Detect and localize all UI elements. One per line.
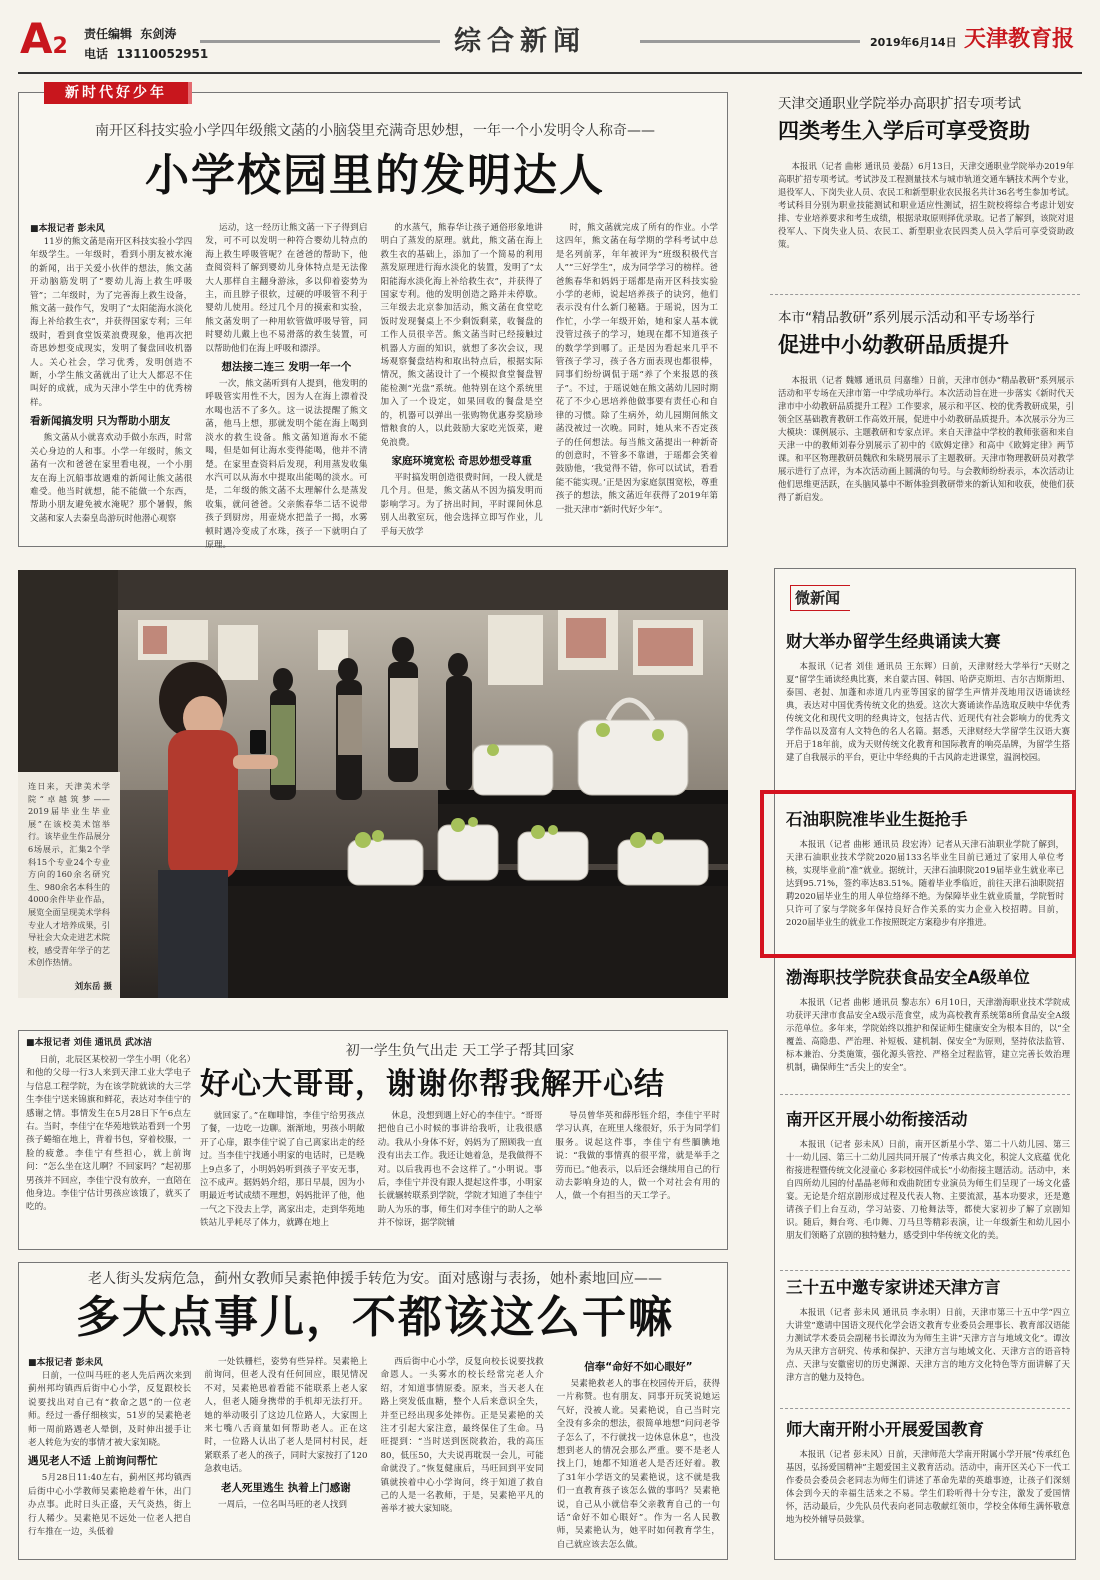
right-mid-kicker: 本市“精品教研”系列展示活动和平专场举行 <box>778 310 1035 326</box>
micro-news-title: 师大南开附小开展爱国教育 <box>786 1420 984 1439</box>
micro-news-body <box>786 996 1070 1084</box>
micro-news-body <box>786 1138 1070 1264</box>
paragraph: 就回家了。”在咖啡馆，李佳宁给男孩点了餐，一边吃一边聊。渐渐地，男孩小明敞开了心扉，跟李佳宁说了自己离家出走的经过。当李佳宁找通小明家的电话时，已是晚上9点多了，小明妈妈听到孩子平安无事，泣不成声。据妈妈介绍，那日早晨，因为小明最近考试成绩不理想，妈妈批评了他，他一气之下没去上学，离家出走，走到华苑地铁站儿乎耗尽了体力，就蹲在地上 <box>200 1111 365 1229</box>
paragraph: 5月28日11:40左右，蓟州区邦均镇西后街中心小学教师吴素艳趁着午休，出门办点事。此时日头正盛，天气炎热，街上行人稀少。吴素艳见不远处一位老人把自行车推在一边，头低着 <box>28 1473 192 1538</box>
lead-story-title: 小学校园里的发明达人 <box>145 150 605 201</box>
column-kicker: 新时代好少年 <box>44 82 188 104</box>
issue-date: 2019年6月14日 <box>870 36 957 49</box>
micro-news-body <box>786 1306 1070 1402</box>
paragraph: 一次，熊文菡听到有人提到，他发明的呼吸管实用性不大，因为人在海上漂着没水喝也活不了多久。这一说法提醒了熊文菡，他马上想，那就发明个能在海上喝到淡水的救生设备。熊文菡知道海水不能喝，但是如何让海水变得能喝，他并不清楚。在家里查资料后发现，利用蒸发收集水汽可以从海水中提取出能喝的淡水。可是，二年级的熊文菡不太理解什么是蒸发收集，就问爸爸。父亲熊春华二话不说带孩子到厨房，用壶烧水把盖子一揭，水雾顿时遇冷变成了水珠，孩子一下就明白了原理。 <box>205 379 368 550</box>
byline: ■本报记者 彭未风 <box>28 1358 103 1368</box>
story3-title: 多大点事儿，不都该这么干嘛 <box>76 1292 674 1343</box>
paragraph: 熊文菡从小就喜欢动手做小东西，时常关心身边的人和事。小学一年级时，熊文菡有一次和爸爸在家里看电视，一个小朋友在海上沉船事故遇难的新闻让熊文菡很难受。他当时就想，能不能做一个东西，帮助小朋友避免被水淹呢？那个暑假，熊文菡和家人去秦皇岛游玩时他潜心观察 <box>30 433 193 524</box>
paragraph: 的水蒸气，熊春华让孩子通俗形象地讲明白了蒸发的原理。就此，熊文菡在海上救生衣的基础上，添加了一个简易的利用蒸发原理进行海水淡化的装置，发明了“太阳能海水淡化海上补给救生衣”，并获得了国家专利。他的发明创造之路并未停歇。三年级去北京参加活动，熊文菡在食堂吃饭时发现餐桌上不少剩饭剩菜，收餐盘的工作人员很辛苦。熊文菡当时已经接触过机器人方面的知识，就想了多次会议，现场观察餐盘结构和取出特点后，根据实际情况，熊文菡设计了一个模拟食堂餐盘智能检测“光盘”系统。他特别在这个系统里加入了一个设定，如果回收的餐盘是空的，机器可以弹出一张购物优惠券奖励珍惜粮食的人，以此鼓励大家吃光饭菜，避免浪费。 <box>380 223 543 448</box>
subheading: 想法接二连三 发明一年一个 <box>221 361 352 374</box>
paragraph: 一周后，一位名叫马旺的老人找到 <box>218 1499 347 1510</box>
story3-body <box>28 1356 720 1556</box>
paragraph: 导员曾华英和薛彤钰介绍，李佳宁平时学习认真，在班里人缘很好，乐于为同学们服务。说起这件事，李佳宁有些腼腆地说：“我做的事情真的很平常，就是举手之劳而已。”他表示，以后还会继续用自己的行动去影响身边的人，做一个对社会有用的人，做一个有担当的天工学子。 <box>555 1111 721 1202</box>
header-bottom-rule <box>18 72 1082 74</box>
micro-news-title: 石油职院准毕业生挺抢手 <box>786 810 968 829</box>
paragraph: 日前，北辰区某校初一学生小明（化名）和他的父母一行3人来到天津工业大学电子与信息工程学院，为在该学院就读的大三学生李佳宁送来锦旗和鲜花，表达对李佳宁的感谢之情。事情发生在5月28日下午6点左右。当时，李佳宁在华苑地铁站看到一个男孩子蜷缩在地上，背着书包，穿着校服，一脸的疲惫。李佳宁有些担心，就上前询问：“怎么坐在这儿啊？不回家吗？”起初那男孩并不回应，李佳宁没有放弃，一直陪在他身边。李佳宁估计男孩应该饿了，就买了吃的。 <box>26 1055 191 1213</box>
micro-news-body <box>786 1448 1070 1552</box>
photo-caption-text: 连日来，天津美术学院“卓越筑梦——2019届毕业生毕业展”在该校美术馆举行。该毕业生作品展分6场展示，汇集2个学科15个专业24个专业方向的160余名研究生、980余名本科生的4000余件毕业作品，展览全面呈现美术学科专业人才培养成果，引导社会大众走进艺术院校，感受青年学子的艺术创作热情。 <box>28 781 110 968</box>
paragraph: 运动，这一经历让熊文菡一下子得到启发，可不可以发明一种符合婴幼儿特点的海上救生呼吸管呢？在爸爸的帮助下，他查阅资料了解到婴幼儿身体特点是无法像大人那样自主翻身游泳，多以仰着姿势为主，而且脖子很软，过硬的呼吸管不利于婴幼儿使用。经过几个月的摸索和实验，熊文菡发明了一种用软管做呼吸导管，同时婴幼儿戴上也不易滑落的救生装置，可以帮助他们在海上呼吸和漂浮。 <box>205 223 368 354</box>
divider <box>770 294 1080 295</box>
subheading: 老人死里逃生 执着上门感谢 <box>221 1481 351 1494</box>
subheading: 看新闻搞发明 只为帮助小朋友 <box>30 415 171 428</box>
paper-logo: 天津教育报 <box>964 26 1075 52</box>
lead-story-lead: 南开区科技实验小学四年级熊文菡的小脑袋里充满奇思妙想，一年一个小发明令人称奇—— <box>95 123 655 139</box>
paragraph: 日前，一位叫马旺的老人先后两次来到蓟州邦均镇西后街中心小学，反复跟校长说要找出对自己有“救命之恩”的一位老师。经过一番仔细核实，51岁的吴素艳老师一周前路遇老人晕倒，及时伸出援手让老人转危为安的事情才被大家知晓。 <box>28 1371 192 1449</box>
byline: ■本报记者 刘佳 通讯员 武冰洁 <box>26 1038 152 1048</box>
subheading: 家庭环境宽松 奇思妙想受尊重 <box>391 454 532 467</box>
photo-credit: 刘东岳 摄 <box>74 982 112 993</box>
photo-illustration <box>18 570 728 998</box>
header-rule <box>640 40 860 43</box>
paragraph: 吴素艳救老人的事在校园传开后，获得一片称赞。也有朋友、同事开玩笑说她运气好，没被人讹。吴素艳说，自己当时完全没有多余的想法，很简单地想“问问老爷子怎么了，不行就找一边休息休息”，也没想到老人的情况会那么严重。要不是老人找上门，她都不知道老人是否还好着。教了31年小学语文的吴素艳说，这不就是我们一直教育孩子该怎么做的事吗？吴素艳说，自己从小就信奉父亲教育自己的一句话“命好不如心眼好”。作为一名人民教师，吴素艳认为，她平时如何教育学生，自己就应该去怎么做。 <box>556 1379 720 1550</box>
story2-title: 好心大哥哥，谢谢你帮我解开心结 <box>200 1067 665 1102</box>
masthead <box>0 0 1100 76</box>
divider <box>780 1094 1070 1095</box>
paragraph: 本报讯（记者 曲彬 通讯员 黎志东）6月10日，天津渤海职业技术学院成功获评天津市食品安全A级示范食堂，成为高校教育系统第8所食品安全A级示范单位。多年来，学院始终以推护和保证师生健康安全为根本目的，以“全覆盖、高隐患、严治理、补短板、建机制、保安全”为原则，坚持依法监管、标本兼治、分类施策，强化源头管控、严格全过程监管，建立完善长效治理机制，确保师生“舌尖上的安全”。 <box>786 997 1070 1072</box>
story3-lead: 老人街头发病危急，蓟州女教师吴素艳伸援手转危为安。面对感谢与表扬，她朴素地回应—— <box>88 1271 662 1287</box>
paragraph: 本报讯（记者 魏娜 通讯员 闫嘉维）日前，天津市创办“精品教研”系列展示活动和平专场在天津市第一中学成功举行。本次活动旨在进一步落实《新时代天津市中小幼教研品质提升工程》工作要求，展示和平区、校的优秀教研成果，引领全区基础教育教研工作高效开展，促进中小幼教研品质提升。本次展示分为三大模块：课例展示、主题教研和专家点评。来自天津益中学校的教师张蓿和来自天津一中的教师刘春分别展示了初中的《欧姆定律》和高中《欧姆定律》两节课。和平区物理教研员魏欣和朱晓男展示了主题教研。天津市物理教研员对教学展示进行了点评，为本次活动画上圆满的句号。与会教师纷纷表示，本次活动让他们思维更活跃，在头脑风暴中不断体验到教研带来的新认知和收获，使他们获得了新启发。 <box>778 375 1074 502</box>
micro-news-body <box>786 660 1070 786</box>
paragraph: 本报讯（记者 彭未风 通讯员 李永明）日前，天津市第三十五中学“四立大讲堂”邀请中国语文现代化学会语文教育专业委员会理事长、教育部汉语能力测试学术委员会副秘书长谭汝为为师生主讲“天津方言与地域文化”。谭汝为从天津方言研究、传承和保护、天津方言与地域文化、天津方言的语音特点、天津与安徽密切的历史渊源、天津方言的地方文化特色等方面讲解了天津方言的魅力及特色。 <box>786 1307 1070 1382</box>
paragraph: 本报讯（记者 曲彬 通讯员 姜磊）6月13日，天津交通职业学院举办2019年高职扩招专项考试。考试涉及工程测量技术与城市轨道交通车辆技术两个专业，退役军人、下岗失业人员、农民工和新型职业农民报名共计36名考生参加考试。考试科目分别为职业技能测试和职业适应性测试，招生院校将综合考虑计划安排、专业培养要求和考生成绩，根据录取原则择优录取。记者了解到，该院对退役军人、下岗失业人员、农民工、新型职业农民四类人员入学后可享受资助政策。 <box>778 161 1074 249</box>
right-mid-title: 促进中小幼教研品质提升 <box>778 332 1009 357</box>
micro-news-title: 南开区开展小幼衔接活动 <box>786 1110 968 1129</box>
right-top-kicker: 天津交通职业学院举办高职扩招专项考试 <box>778 96 1021 112</box>
micro-news-title: 三十五中邀专家讲述天津方言 <box>786 1278 1001 1297</box>
lead-story-body <box>30 222 718 550</box>
divider <box>780 1408 1070 1409</box>
right-mid-body <box>778 374 1074 554</box>
right-top-title: 四类考生入学后可享受资助 <box>778 118 1030 143</box>
paragraph: 一处铁栅栏，姿势有些异样。吴素艳上前询问，但老人没有任何回应，眼见情况不对，吴素艳思着看能不能联系上老人家人，但老人随身携带的手机却无法打开。她的举动吸引了这边几位路人，大家围上来七嘴八舌商量如何帮助老人。正在这时，一位路人认出了老人是同村村民，赶紧联系了老人的孩子，同时大家按打了120急救电话。 <box>204 1357 368 1475</box>
exhibition-photo <box>18 570 728 998</box>
story2-lead: 初一学生负气出走 天工学子帮其回家 <box>345 1043 575 1059</box>
subheading: 遇见老人不适 上前询问帮忙 <box>28 1455 158 1468</box>
paragraph: 本报讯（记者 彭未风）日前，天津师范大学南开附属小学开展“传承红色基因，弘扬爱国精神”主题爱国主义教育活动。活动中，南开区关心下一代工作委员会委员会老同志为师生们讲述了革命先辈的英雄事迹，让孩子们深刻体会到今天的幸福生活来之不易。学生们聆听得十分专注，激发了爱国情怀，活动最后，少先队员代表向老同志敬献红领巾，学校全体师生满怀敬意地为校外辅导员鼓掌。 <box>786 1449 1070 1524</box>
paragraph: 本报讯（记者 曲彬 通讯员 段宏涛）记者从天津石油职业学院了解到，天津石油职业技术学院2020届133名毕业生目前已通过了家用人单位考核，实现毕业前“准”就业。据统计，天津石油职院2019届毕业生就业率已达到95.71%，签约率达83.51%。随着毕业季临近，前往天津石油职院招聘2020届毕业生的用人单位络绎不绝。为保障毕业生就业质量，学院暂时只许可了家与学院多年保持良好合作关系的实力企业入校招聘。目前，2020届毕业生的就业工作按照既定方案稳步有序推进。 <box>786 839 1064 927</box>
paragraph: 平时搞发明创造很费时间，一段人就是几个月。但是，熊文菡从不因为搞发明而影响学习。为了挤出时间，平时课间休息别人出教室玩，他会选择立即写作业，儿乎每天放学 <box>380 472 543 537</box>
paragraph: 休息，没想到遇上好心的李佳宁。“哥哥把他自己小时候的事讲给我听，让我很感动。我从小身体不好，妈妈为了照顾我一直没有出去工作。我还让她着急，是我做得不对。以后我再也不会这样了。”小明说。事后，李佳宁并没有跟人提起这件事，小明家长就辗转联系到学院，学院才知道了李佳宁助人为乐的事，师生们对李佳宁的助人之举并不惊讶，据学院辅 <box>377 1111 543 1229</box>
story2-body <box>200 1110 720 1244</box>
page-number: A2 <box>20 14 68 63</box>
section-title: 综合新闻 <box>454 26 586 57</box>
micro-news-title: 渤海职技学院获食品安全A级单位 <box>786 968 1030 987</box>
paragraph: 11岁的熊文菡是南开区科技实验小学四年级学生。一年级时，看到小朋友被水淹的新闻，出于关爱小伙伴的想法，熊文菡开动脑筋发明了“婴幼儿海上救生呼吸管”；二年级时，为了完善海上救生设备，熊文菡一鼓作气，发明了“太阳能海水淡化海上补给救生衣”，并获得国家专利；三年级时，看到食堂饭菜浪费现象，他再次把奇思妙想变成现实，发明了餐盘回收机器人。关心社会，学习优秀，发明创造不断，小学生熊文菡就出了让大人都忍不住叫好的成就，成为天津小学生中的优秀榜样。 <box>30 237 193 408</box>
header-rule <box>200 40 440 43</box>
paragraph: 本报讯（记者 刘佳 通讯员 王东辉）日前，天津财经大学举行“天财之夏”留学生诵读经典比赛，来自蒙古国、韩国、哈萨克斯坦、吉尔吉斯斯坦、泰国、老挝、加蓬和赤道几内亚等国家的留学生声情并茂地用汉语诵读经典，表达对中国优秀传统文化的热爱。这次大赛诵读作品选取反映中华优秀传统文化和现代文明的经典诗文，包括古代、近现代有社会影响力的优秀文学作品以及富有人文特色的名人名篇。据悉，天津财经大学留学生汉语大赛开启于18年前，成为天财传统文化教育和国际教育的响亮品牌，为留学生搭建了自我展示的平台，更让中华经典的千古风韵走进课堂，温润校园。 <box>786 661 1070 762</box>
subheading: 信奉“命好不如心眼好” <box>584 1361 693 1373</box>
paragraph: 西后街中心小学，反复向校长说要找救命恩人。一头雾水的校长经常完老人介绍，才知道事情原委。原来，当天老人在路上突发低血糖，整个人后来意识全失，并至已经出现多处摔伤。正是吴素艳的关注才引起大家注意，最终保住了生命。马旺提到：“当时送到医院救治，我的高压80，低压50，大夫说再耽误一会儿，可能命就没了。”恢复健康后，马旺回到平安同镇就挨着中心小学询问，终于知道了救自己的人是一名教师，于是，吴素艳平凡的善举才被大家知晓。 <box>380 1357 544 1515</box>
editor-info: 责任编辑 东剑涛 电话 13110052951 <box>84 27 209 61</box>
byline: ■本报记者 彭未风 <box>30 224 105 234</box>
micro-news-body <box>786 838 1064 950</box>
right-top-body <box>778 160 1074 280</box>
divider <box>780 1270 1070 1271</box>
micro-news-label: 微新闻 <box>790 585 850 611</box>
story2-col <box>26 1054 191 1244</box>
paragraph: 本报讯（记者 彭未风）日前，南开区新星小学、第二十八幼儿园、第三十一幼儿园、第三十二幼儿园共同开展了“传承古典文化，积淀人文底蕴 优化衔接进程暨传统文化浸童心 多彩校园伴成长”小幼衔接主题活动。活动中，来自四所幼儿园的付晶晶老师和戏曲院团专业演员为师生们呈现了一场文化盛宴。无论是介绍京剧形成过程及代表人物、主要流派，基本功要求，还是邀请孩子们上台互动，学习站姿、刀枪舞法等，都使大家初步了解了京剧知识。随后，舞台弯、毛巾舞、刀马旦等精彩表演，让一年级新生和幼儿园小朋友们领略了京剧的独特魅力，感受到中华传统文化的美。 <box>786 1139 1070 1240</box>
micro-news-title: 财大举办留学生经典诵读大赛 <box>786 632 1001 651</box>
photo-caption <box>18 772 120 998</box>
paragraph: 时，熊文菡就完成了所有的作业。小学这四年，熊文菡在每学期的学科考试中总是名列前茅，年年被评为“班级积极代言人”“三好学生”，成为同学学习的榜样。爸爸熊春华和妈妈于瑶都是南开区科技实验小学的老师，说起培养孩子的诀窍，他们表示没有什么新门秘籍。于瑶说，因为工作忙，小学一年级开始，她和家人基本就没管过孩子的学习，她现在都不知道孩子的数学学到哪了。正是因为看起来几乎不管孩子学习，孩子各方面表现也都很棒，同事们纷纷调侃于瑶“养了个来报恩的孩子”。不过，于瑶说她在熊文菡幼儿园时期花了不少心思培养他做事要有责任心和自律的习惯。除了生病外，幼儿园期间熊文菡没被过一次晚。同时，她从来不否定孩子的任何想法。每当熊文菡提出一种新奇的创意时，不管多不靠谱，于瑶都会笑着鼓励他，‘我觉得不错，你可以试试，看看能不能实现。’正是因为家庭氛围宽松，尊重孩子的想法，熊文菡近年获得了2019年第一批天津市“新时代好少年”。 <box>555 223 718 515</box>
